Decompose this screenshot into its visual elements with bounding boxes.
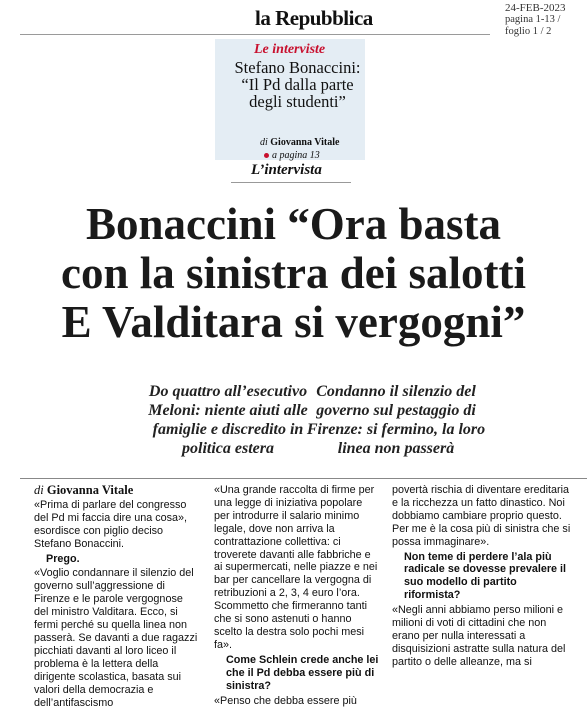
teaser-title: Stefano Bonaccini: “Il Pd dalla parte degli studenti”	[234, 58, 361, 111]
teaser-byline	[260, 137, 339, 148]
paragraph: «Prima di parlare del congresso del Pd mi faccia dire una cosa», esordisce con piglio deciso Stefano Bonaccini.	[34, 498, 188, 550]
headline-name: Bonaccini	[85, 199, 277, 249]
section-divider	[231, 182, 351, 183]
article-byline-prefix: di	[34, 483, 44, 497]
clipping-stamp	[505, 2, 579, 38]
masthead-divider	[20, 34, 490, 35]
teaser-page-ref	[264, 150, 320, 161]
masthead	[0, 0, 587, 42]
teaser-byline-author: Giovanna Vitale	[270, 137, 340, 148]
article-column-1	[34, 483, 200, 709]
newspaper-logo: la Repubblica	[255, 6, 373, 30]
article-column-2	[214, 484, 380, 707]
question: Come Schlein crede anche lei che il Pd debba essere più di sinistra?	[226, 653, 379, 692]
paragraph: povertà rischia di diventare ereditaria e la ricchezza un fatto dinastico. Noi dobbiamo cambiare proprio questo. Per me è la cosa più di sinistra che si possa immaginare».	[392, 484, 571, 548]
bullet-dot-icon	[264, 153, 269, 158]
article-byline-author: Giovanna Vitale	[46, 483, 134, 497]
headline-line3: E Valditara si vergogni”	[61, 297, 526, 347]
headline	[0, 200, 587, 347]
paragraph: «Penso che debba essere più	[214, 694, 357, 707]
clipping-page: pagina 1-13 /	[505, 14, 561, 25]
teaser-page-ref-text: a pagina 13	[272, 150, 320, 161]
teaser-box	[215, 39, 365, 160]
paragraph: «Voglio condannare il silenzio del governo sull’aggressione di Firenze e le parole vergognose del ministro Valditara. Ecco, si fermi perché su quella linea non passerà. Se davanti a due ragazzi picchiati davanti al loro liceo il problema è la lettera della dirigente scolastica, basata sui valori della democrazia e dell’antifascismo	[34, 567, 198, 709]
headline-line2: con la sinistra dei salotti	[60, 248, 526, 298]
clipping-date: 24-FEB-2023	[505, 2, 566, 14]
question: Non teme di perdere l’ala più radicale se dovesse prevalere il suo modello di partito riformista?	[404, 550, 567, 602]
paragraph: «Una grande raccolta di firme per una legge di iniziativa popolare per introdurre il salario minimo legale, dove non arriva la contrattazione collettiva: ci troverete davanti alle fabbriche e ai supermercati, nelle piazze e nei bar per cancellare la vergogna di retribuzioni a 2, 3, 4 euro l’ora. Scommetto che firmeranno tanti che si sono astenuti o hanno scelto la destra solo pochi mesi fa».	[214, 484, 378, 651]
teaser-byline-prefix: di	[260, 137, 268, 148]
article-column-3	[392, 484, 572, 668]
teaser-kicker: Le interviste	[254, 42, 326, 57]
headline-line1: “Ora basta	[276, 199, 502, 249]
paragraph: «Negli anni abbiamo perso milioni e milioni di voti di cittadini che non erano per nulla interessati a disquisizioni astratte sulla natura del partito o delle alleanze, ma si	[392, 604, 566, 668]
question: Prego.	[46, 552, 80, 565]
article-byline	[34, 484, 200, 497]
clipping-sheet: foglio 1 / 2	[505, 26, 552, 37]
article-divider	[20, 478, 587, 479]
summary-right: Condanno il silenzio del governo sul pestaggio di Firenze: si fermino, la loro linea non passerà	[306, 383, 486, 457]
section-label: L’intervista	[251, 162, 322, 178]
summary-left: Do quattro all’esecutivo Meloni: niente aiuti alle famiglie e discredito in politica estera	[148, 383, 308, 457]
